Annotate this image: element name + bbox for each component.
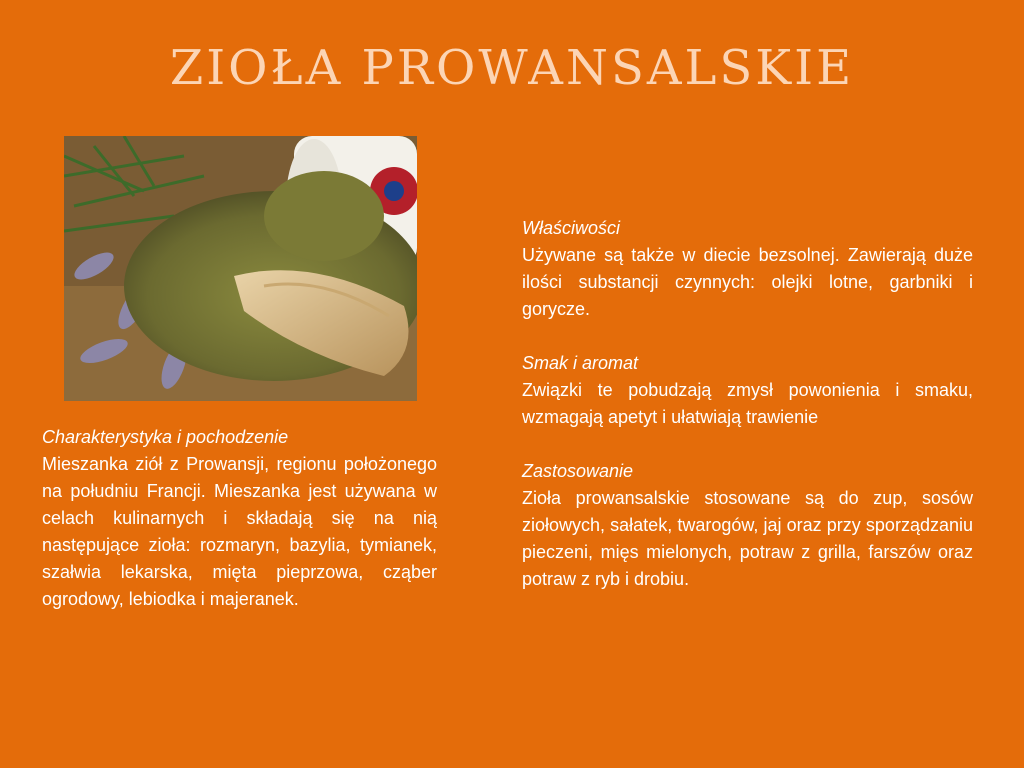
left-text-block [42, 424, 437, 613]
usage-text: Zioła prowansalskie stosowane są do zup, sosów ziołowych, sałatek, twarogów, jaj oraz przy sporządzaniu pieczeni, mięs mielonych, potraw z grilla, farszów oraz potraw z ryb i drobiu. [522, 488, 973, 589]
taste-heading: Smak i aromat [522, 353, 639, 373]
taste-text: Związki te pobudzają zmysł powonienia i smaku, wzmagają apetyt i ułatwiają trawienie [522, 380, 973, 427]
usage-heading: Zastosowanie [522, 461, 634, 481]
slide-title: ZIOŁA PROWANSALSKIE [169, 40, 855, 96]
properties-heading: Właściwości [522, 218, 621, 238]
right-text-block [522, 215, 973, 593]
characteristics-text: Mieszanka ziół z Prowansji, regionu położonego na południu Francji. Mieszanka jest używana w celach kulinarnych i składają się na nią następujące zioła: rozmaryn, bazylia, tymianek, szałwia lekarska, mięta pieprzowa, cząber ogrodowy, lebiodka i majeranek. [42, 454, 437, 609]
herbs-photo [64, 136, 417, 401]
properties-text: Używane są także w diecie bezsolnej. Zawierają duże ilości substancji czynnych: olejki lotne, garbniki i gorycze. [522, 245, 973, 319]
characteristics-heading: Charakterystyka i pochodzenie [42, 427, 289, 447]
